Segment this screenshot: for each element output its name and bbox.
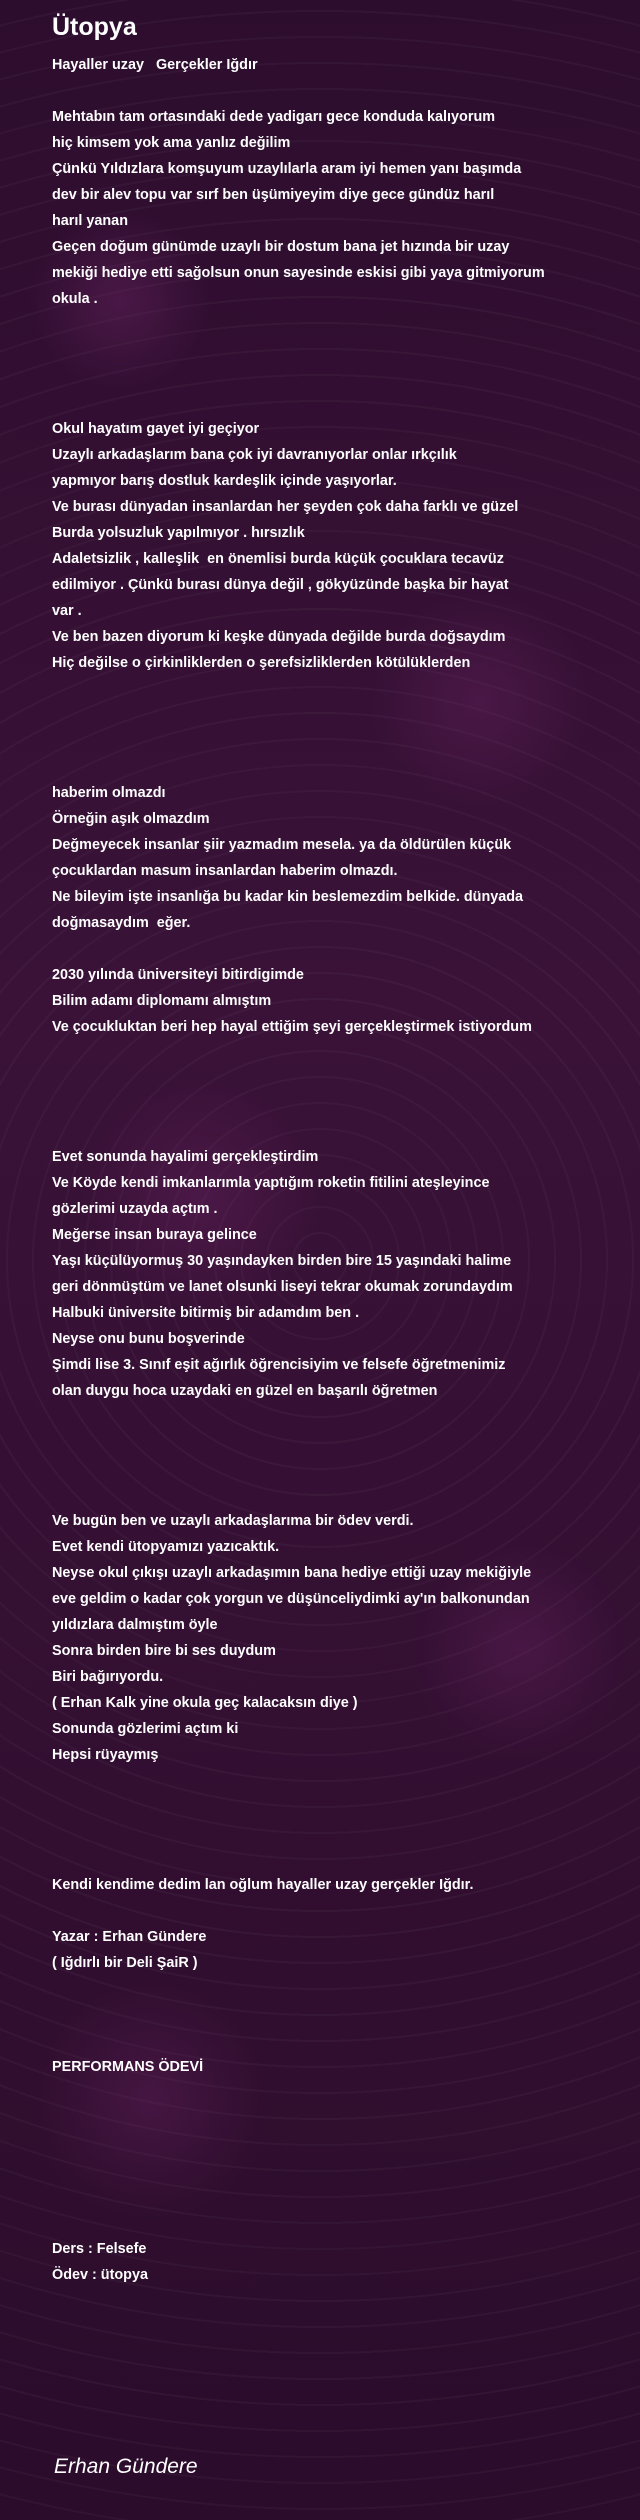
poem-line [52,1482,612,1508]
poem-line [52,1846,612,1872]
poem-line: yıldızlara dalmıştım öyle [52,1617,218,1633]
poem-line: Örneğin aşık olmazdım [52,811,210,827]
poem-line: mekiği hediye etti sağolsun onun sayesinde eskisi gibi yaya gitmiyorum [52,265,545,281]
poem-line: Geçen doğum günümde uzaylı bir dostum bana jet hızında bir uzay [52,239,510,255]
poem-line: Ve çocukluktan beri hep hayal ettiğim şeyi gerçekleştirmek istiyordum [52,1019,532,1035]
poem-line [52,78,612,104]
poem-line: Değmeyecek insanlar şiir yazmadım mesela. ya da öldürülen küçük [52,837,512,853]
poem-line: doğmasaydım eğer. [52,915,191,931]
poem-line: Ve burası dünyadan insanlardan her şeyden çok daha farklı ve güzel [52,499,519,515]
poem-line: gözlerimi uzayda açtım . [52,1201,218,1217]
poem-line: Kendi kendime dedim lan oğlum hayaller uzay gerçekler Iğdır. [52,1877,474,1893]
poem-line [52,1976,612,2002]
poem-line [52,2132,612,2158]
poem-line [52,2002,612,2028]
poem-line: Uzaylı arkadaşlarım bana çok iyi davranıyorlar onlar ırkçılık [52,447,457,463]
poem-line: Burda yolsuzluk yapılmıyor . hırsızlık [52,525,305,541]
poem-line: hiç kimsem yok ama yanlız değilim [52,135,291,151]
poem-line [52,936,612,962]
poem-line: 2030 yılında üniversiteyi bitirdigimde [52,967,304,983]
poem-line [52,1118,612,1144]
poem-line: dev bir alev topu var sırf ben üşümiyeyim diye gece gündüz harıl [52,187,495,203]
poem-line [52,1768,612,1794]
poem-line [52,364,612,390]
poem-line: eve geldim o kadar çok yorgun ve düşünceliydimki ay'ın balkonundan [52,1591,530,1607]
poem-line: harıl yanan [52,213,128,229]
poem-line: ( Iğdırlı bir Deli ŞaiR ) [52,1955,198,1971]
poem-line [52,2028,612,2054]
poem-line: Halbuki üniversite bitirmiş bir adamdım ben . [52,1305,360,1321]
poem-line [52,2184,612,2210]
poem-line: Ve ben bazen diyorum ki keşke dünyada değilde burda doğsaydım [52,629,506,645]
poem-line [52,754,612,780]
poem-body [52,52,612,2288]
poem-line [52,702,612,728]
poem-line [52,338,612,364]
poem-line [52,1794,612,1820]
poem-line [52,1456,612,1482]
poem-line [52,1820,612,1846]
poem-line: Evet kendi ütopyamızı yazıcaktık. [52,1539,280,1555]
poem-line: Mehtabın tam ortasındaki dede yadigarı gece konduda kalıyorum [52,109,496,125]
poem-line: haberim olmazdı [52,785,166,801]
poem-line [52,728,612,754]
poem-line: Çünkü Yıldızlara komşuyum uzaylılarla aram iyi hemen yanı başımda [52,161,522,177]
poem-line [52,1898,612,1924]
poem-line [52,312,612,338]
poem-line: var . [52,603,82,619]
poem-line: PERFORMANS ÖDEVİ [52,2059,204,2075]
poem-line [52,1430,612,1456]
poem-line: Biri bağırıyordu. [52,1669,164,1685]
poem-line: Okul hayatım gayet iyi geçiyor [52,421,260,437]
poem-line: Bilim adamı diplomamı almıştım [52,993,272,1009]
poem-line: Ve bugün ben ve uzaylı arkadaşlarıma bir ödev verdi. [52,1513,414,1529]
poem-line [52,676,612,702]
poem-line [52,2080,612,2106]
poem-line [52,390,612,416]
poem-line: Ve Köyde kendi imkanlarımla yaptığım roketin fitilini ateşleyince [52,1175,490,1191]
poem-line: Hayaller uzay Gerçekler Iğdır [52,57,258,73]
poem-line: Neyse onu bunu boşverinde [52,1331,245,1347]
poem-line: Hiç değilse o çirkinliklerden o şerefsizliklerden kötülüklerden [52,655,471,671]
poem-line: Şimdi lise 3. Sınıf eşit ağırlık öğrencisiyim ve felsefe öğretmenimiz [52,1357,506,1373]
poem-line: edilmiyor . Çünkü burası dünya değil , gökyüzünde başka bir hayat [52,577,509,593]
poem-line: Ne bileyim işte insanlığa bu kadar kin beslemezdim belkide. dünyada [52,889,524,905]
poem-line [52,2158,612,2184]
poem-line: olan duygu hoca uzaydaki en güzel en başarılı öğretmen [52,1383,438,1399]
poem-line: yapmıyor barış dostluk kardeşlik içinde yaşıyorlar. [52,473,397,489]
poem-line: Yazar : Erhan Gündere [52,1929,207,1945]
poem-line [52,1092,612,1118]
author-signature: Erhan Gündere [54,2455,198,2478]
poem-line: Hepsi rüyaymış [52,1747,159,1763]
poem-line [52,1404,612,1430]
poem-line: Neyse okul çıkışı uzaylı arkadaşımın bana hediye ettiği uzay mekiğiyle [52,1565,532,1581]
poem-line: ( Erhan Kalk yine okula geç kalacaksın diye ) [52,1695,358,1711]
poem-line: Sonra birden bire bi ses duydum [52,1643,276,1659]
poem-line: Adaletsizlik , kalleşlik en önemlisi burda küçük çocuklara tecavüz [52,551,504,567]
poem-line: Meğerse insan buraya gelince [52,1227,257,1243]
poem-line: okula . [52,291,98,307]
poem-line: Evet sonunda hayalimi gerçekleştirdim [52,1149,319,1165]
poem-title: Ütopya [52,13,137,41]
poem-line: Sonunda gözlerimi açtım ki [52,1721,239,1737]
poem-line: Ödev : ütopya [52,2267,148,2283]
poem-line: Yaşı küçülüyormuş 30 yaşındayken birden bire 15 yaşındaki halime [52,1253,512,1269]
poem-line: geri dönmüştüm ve lanet olsunki liseyi tekrar okumak zorundaydım [52,1279,513,1295]
poem-line [52,2210,612,2236]
poem-line: Ders : Felsefe [52,2241,147,2257]
poem-line: çocuklardan masum insanlardan haberim olmazdı. [52,863,398,879]
poem-line [52,1040,612,1066]
poem-line [52,2106,612,2132]
poem-line [52,1066,612,1092]
